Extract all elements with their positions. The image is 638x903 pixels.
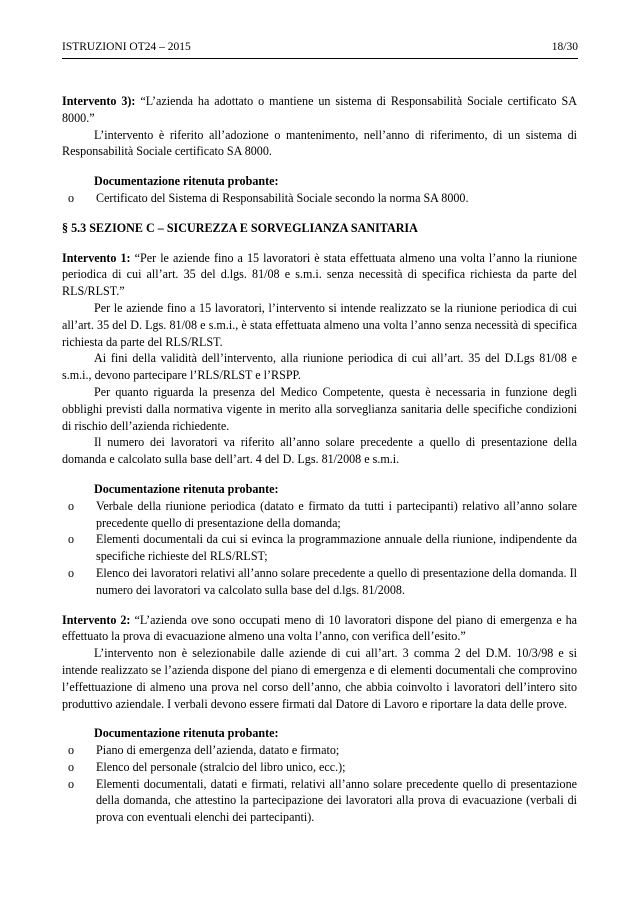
intervento-2-quote: “L’azienda ove sono occupati meno di 10 lavoratori dispone del piano di emergenza e ha effettuato la prova di evacuazione almeno una volta l’anno, con verifica dell’esito.” (62, 612, 577, 644)
intervento-1-doc-list (62, 498, 577, 599)
intervento-3-doc-list (62, 190, 577, 207)
bullet-icon: o (68, 759, 75, 774)
section-heading: § 5.3 SEZIONE C – SICUREZZA E SORVEGLIANZA SANITARIA (62, 220, 418, 235)
list-item: o Elementi documentali, datati e firmati, relativi all’anno solare precedente quello di presentazione della domanda, che attestino la partecipazione dei lavoratori alla prova di evacuazione (verbali di prova con eventuali elenchi dei partecipanti). (68, 776, 577, 825)
intervento-2-doc-title: Documentazione ritenuta probante: (94, 726, 279, 741)
bullet-icon: o (68, 532, 75, 547)
bullet-icon: o (68, 190, 75, 205)
bullet-icon: o (68, 565, 75, 580)
list-item: o Certificato del Sistema di Responsabilità Sociale secondo la norma SA 8000. (68, 190, 469, 205)
header-title: ISTRUZIONI OT24 – 2015 (62, 41, 191, 53)
intervento-3-paragraph: L’intervento è riferito all’adozione o mantenimento, nell’anno di riferimento, di un sistema di Responsabilità Sociale certificato SA 8000. (62, 127, 577, 159)
intervento-1-quote: “Per le aziende fino a 15 lavoratori è stata effettuata almeno una volta l’anno la riunione periodica di cui all’art. 35 del d.lgs. 81/08 e s.m.i. senza necessità di specifica richiesta da parte del RLS/RLST.” (62, 250, 577, 299)
intervento-2-doc-list (62, 742, 577, 826)
intervento-2-paragraph: L’intervento non è selezionabile dalle aziende di cui all’art. 3 comma 2 del D.M. 10/3/98 e si intende realizzato se l’azienda dispone del piano di emergenza e di elementi documentali che comprovino l’effettuazione di almeno una prova nel corso dell’anno, che abbia coinvolto i lavoratori dell’intero sito produttivo aziendale. I verbali devono essere firmati dal Datore di Lavoro e riportare la data delle prove. (62, 646, 577, 711)
page-number: 18/30 (551, 41, 578, 53)
intervento-1-paragraph: Per le aziende fino a 15 lavoratori, l’intervento si intende realizzato se la riunione periodica di cui all’art. 35 del D. Lgs. 81/08 e s.m.i., è stata effettuata almeno una volta l’anno senza necessità di specifica richiesta da parte del RLS/RLST. (62, 300, 577, 349)
list-item: o Verbale della riunione periodica (datato e firmato da tutti i partecipanti) relativo all’anno solare precedente quello di presentazione della domanda; (68, 498, 577, 530)
bullet-icon: o (68, 776, 75, 791)
intervento-3-doc-title: Documentazione ritenuta probante: (94, 174, 279, 189)
intervento-1-statement (62, 250, 577, 300)
intervento-1-paragraph: Ai fini della validità dell’intervento, alla riunione periodica di cui all’art. 35 del D.Lgs 81/08 e s.m.i., devono partecipare l’RLS/RLST e l’RSPP. (62, 351, 577, 383)
header-rule (62, 58, 578, 59)
page-header (62, 39, 578, 56)
intervento-1-doc-title: Documentazione ritenuta probante: (94, 481, 279, 496)
list-item: o Elenco del personale (stralcio del libro unico, ecc.); (68, 759, 346, 774)
list-item: o Piano di emergenza dell’azienda, datato e firmato; (68, 743, 340, 758)
intervento-3-statement (62, 93, 577, 127)
intervento-1-label: Intervento 1: (62, 250, 131, 265)
intervento-1-paragraph: Il numero dei lavoratori va riferito all’anno solare precedente a quello di presentazione della domanda e calcolato sulla base dell’art. 4 del D. Lgs. 81/2008 e s.m.i. (62, 435, 577, 467)
list-item: o Elementi documentali da cui si evinca la programmazione annuale della riunione, indipendente da specifiche richieste del RLS/RLST; (68, 532, 577, 564)
intervento-3-quote: “L’azienda ha adottato o mantiene un sistema di Responsabilità Sociale certificato SA 8000.” (62, 94, 577, 125)
list-item: o Elenco dei lavoratori relativi all’anno solare precedente a quello di presentazione della domanda. Il numero dei lavoratori va calcolato sulla base del d.lgs. 81/2008. (68, 565, 577, 597)
bullet-icon: o (68, 743, 75, 758)
intervento-2-label: Intervento 2: (62, 612, 131, 627)
intervento-1-paragraph: Per quanto riguarda la presenza del Medico Competente, questa è necessaria in funzione degli obblighi previsti dalla normativa vigente in merito alla sorveglianza sanitaria delle specifiche condizioni di rischio dell’azienda richiedente. (62, 384, 577, 433)
intervento-2-statement (62, 612, 577, 646)
page-content (62, 93, 577, 826)
intervento-3-label: Intervento 3): (62, 94, 136, 108)
bullet-icon: o (68, 498, 75, 513)
